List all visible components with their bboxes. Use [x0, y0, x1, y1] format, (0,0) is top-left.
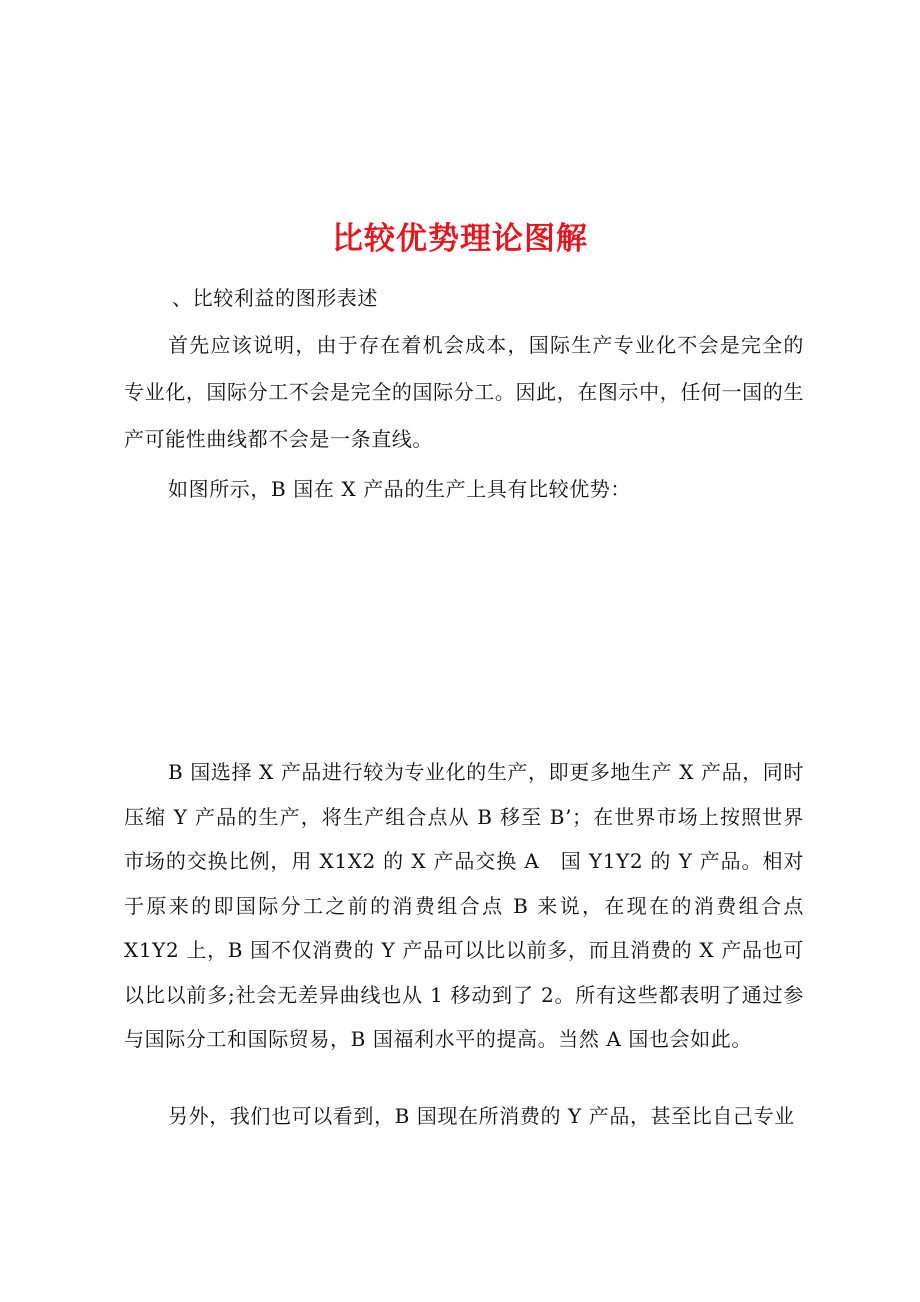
page-title: 比较优势理论图解: [332, 220, 588, 257]
body-paragraph: B 国选择 X 产品进行较为专业化的生产，即更多地生产 X 产品，同时压缩 Y 产品的生产，将生产组合点从 B 移至 B’；在世界市场上按照世界市场的交换比例，用 X1X2 的 X 产品交换 A 国 Y1Y2 的 Y 产品。相对于原来的即国际分工之前的消费组合点 B 来说，在现在的消费组合点 X1Y2 上，B 国不仅消费的 Y 产品可以比以前多，而且消费的 X 产品也可以比以前多;社会无差异曲线也从 1 移动到了 2。所有这些都表明了通过参与国际分工和国际贸易，B 国福利水平的提高。当然 A 国也会如此。: [124, 760, 804, 1051]
intro-paragraph: 首先应该说明，由于存在着机会成本，国际生产专业化不会是完全的专业化，国际分工不会是完全的国际分工。因此，在图示中，任何一国的生产可能性曲线都不会是一条直线。: [124, 333, 804, 451]
figure-placeholder: [124, 520, 804, 750]
section-heading: 、比较利益的图形表述: [172, 286, 378, 310]
figure-intro-paragraph: 如图所示，B 国在 X 产品的生产上具有比较优势：: [168, 477, 632, 501]
continuation-paragraph: 另外，我们也可以看到，B 国现在所消费的 Y 产品，甚至比自己专业: [168, 1104, 795, 1128]
